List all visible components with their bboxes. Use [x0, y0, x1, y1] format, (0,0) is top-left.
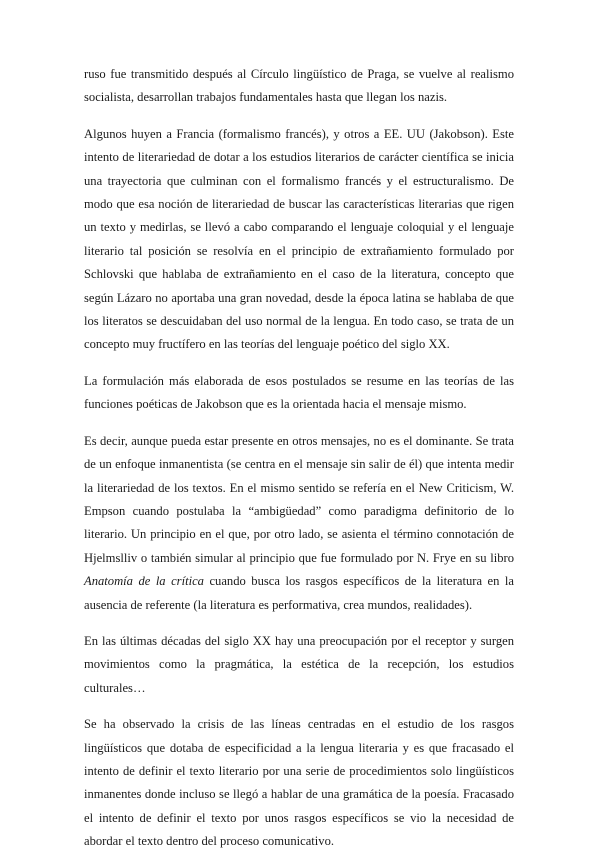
paragraph-1: ruso fue transmitido después al Círculo lingüístico de Praga, se vuelve al realismo socialista, desarrollan trabajos fundamentales hasta que llegan los nazis. [84, 67, 514, 105]
paragraph-3: La formulación más elaborada de esos postulados se resume en las teorías de las funciones poéticas de Jakobson que es la orientada hacia el mensaje mismo. [84, 373, 514, 412]
document-page [84, 63, 514, 867]
paragraph-4-text-before: Es decir, aunque pueda estar presente en otros mensajes, no es el dominante. Se trata de un enfoque inmanentista (se centra en el mensaje sin salir de él) que intenta medir la literariedad de los textos. En el mismo sentido se refería en el New Criticism, W. Empson cuando postulaba la “ambigüedad” como paradigma definitorio de lo literario. Un principio en el que, por otro lado, se asienta el término connotación de Hjelmslliv o también simular al principio que fue formulado por N. Frye en su libro [84, 433, 514, 565]
paragraph-4-text-after: cuando busca los rasgos específicos de la literatura en la ausencia de referente (la literatura es performativa, crea mundos, realidades). [84, 574, 514, 612]
book-title: Anatomía de la crítica [84, 574, 204, 589]
paragraph-2: Algunos huyen a Francia (formalismo francés), y otros a EE. UU (Jakobson). Este intento de literariedad de dotar a los estudios literarios de carácter científica se inicia una trayectoria que culminan con el formalismo francés y el estructuralismo. De modo que esa noción de literariedad de buscar las características literarias que rigen un texto y medirlas, se llevó a cabo comparando el lenguaje coloquial y el lenguaje literario tal posición se resolvía en el principio de extrañamiento formulado por Schlovski que hablaba de extrañamiento en el caso de la literatura, concepto que según Lázaro no aportaba una gran novedad, desde la época latina se hablaba de que los literatos se descuidaban del uso normal de la lengua. En todo caso, se trata de un concepto muy fructífero en las teorías del lenguaje poético del siglo XX. [84, 126, 514, 352]
paragraph-6: Se ha observado la crisis de las líneas centradas en el estudio de los rasgos lingüísticos que dotaba de especificidad a la lengua literaria y es que fracasado el intento de definir el texto literario por una serie de procedimientos solo lingüísticos inmanentes donde incluso se llegó a hablar de una gramática de la poesía. Fracasado el intento de definir el texto por unos rasgos específicos se vio la necesidad de abordar el texto dentro del proceso comunicativo. [84, 717, 514, 849]
paragraph-5: En las últimas décadas del siglo XX hay una preocupación por el receptor y surgen movimientos como la pragmática, la estética de la recepción, los estudios culturales… [84, 633, 514, 695]
paragraph-4 [84, 430, 514, 617]
